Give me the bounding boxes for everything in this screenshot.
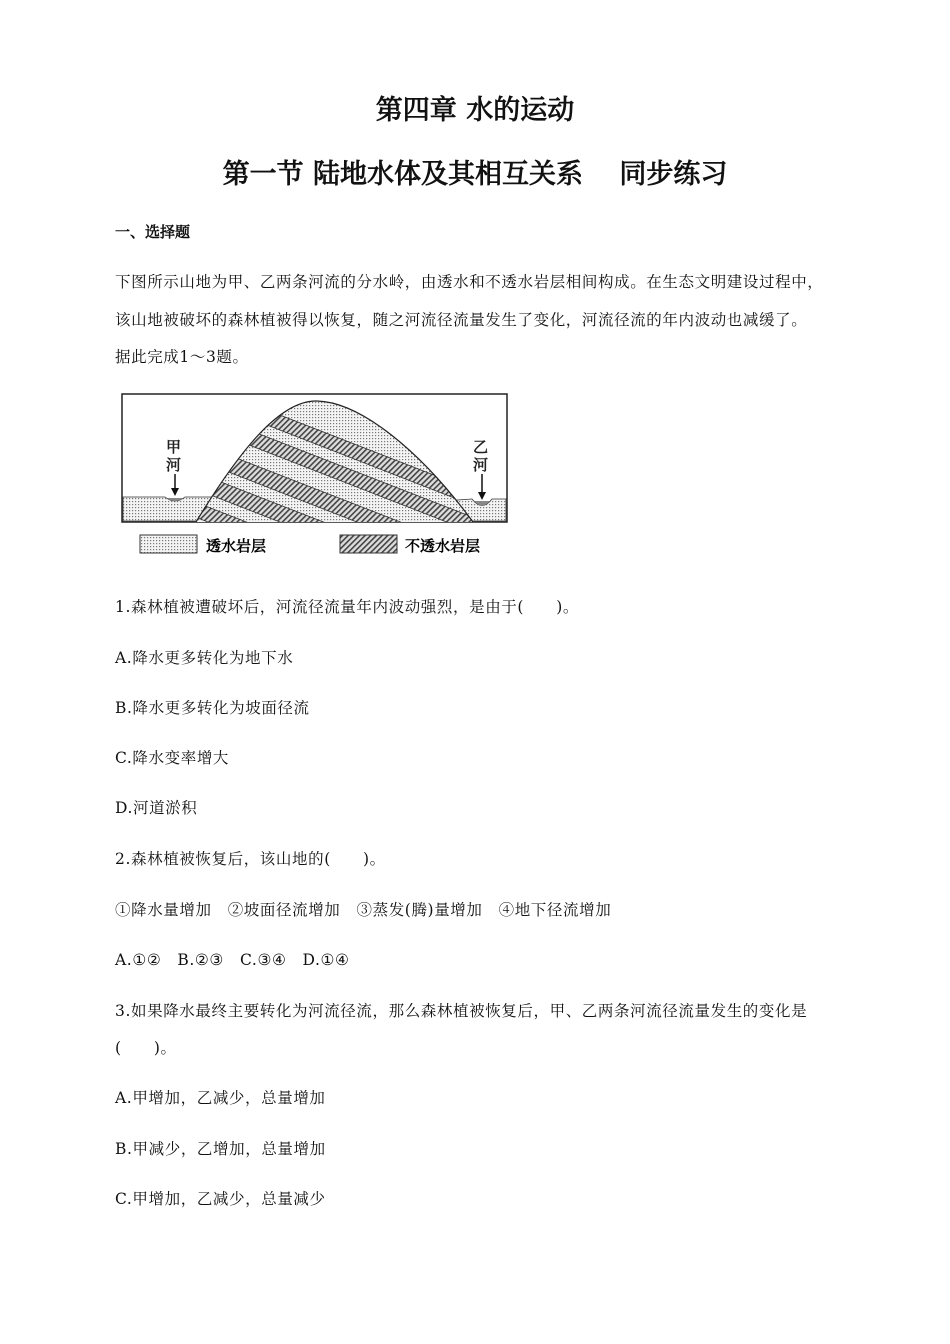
- river-yi-label: 河: [473, 456, 489, 474]
- intro-line: 下图所示山地为甲、乙两条河流的分水岭，由透水和不透水岩层相间构成。在生态文明建设过程中，: [115, 273, 824, 291]
- q2-items: ①降水量增加 ②坡面径流增加 ③蒸发(腾)量增加 ④地下径流增加: [115, 901, 612, 919]
- river-jia-label: 甲: [166, 438, 182, 456]
- q3-option-c: C.甲增加，乙减少，总量减少: [115, 1190, 326, 1208]
- q1-option-d: D.河道淤积: [115, 799, 198, 817]
- legend-impermeable-label: 不透水岩层: [405, 537, 481, 555]
- legend-permeable-label: 透水岩层: [206, 537, 267, 555]
- legend-permeable-swatch: [140, 535, 197, 553]
- q1-option-a: A.降水更多转化为地下水: [115, 649, 294, 667]
- q1-option-b: B.降水更多转化为坡面径流: [115, 699, 310, 717]
- river-jia-label: 河: [166, 456, 182, 474]
- question-3: 3.如果降水最终主要转化为河流径流，那么森林植被恢复后，甲、乙两条河流径流量发生的变化是: [115, 1002, 808, 1020]
- question-2: 2.森林植被恢复后，该山地的( )。: [115, 850, 386, 868]
- legend-impermeable-swatch: [340, 535, 397, 553]
- chapter-title: 第四章 水的运动: [375, 95, 575, 126]
- intro-line: 该山地被破坏的森林植被得以恢复，随之河流径流量发生了变化，河流径流的年内波动也减缓了。: [115, 311, 808, 329]
- q1-option-c: C.降水变率增大: [115, 749, 230, 767]
- geology-diagram: [0, 0, 950, 600]
- river-yi-label: 乙: [473, 438, 489, 456]
- intro-line: 据此完成1～3题。: [115, 348, 249, 366]
- question-1: 1.森林植被遭破坏后，河流径流量年内波动强烈，是由于( )。: [115, 598, 579, 616]
- question-3-cont: ( )。: [115, 1039, 177, 1057]
- q3-option-a: A.甲增加，乙减少，总量增加: [115, 1089, 326, 1107]
- section-heading: 一、选择题: [115, 223, 191, 241]
- q3-option-b: B.甲减少，乙增加，总量增加: [115, 1140, 326, 1158]
- q2-options: A.①② B.②③ C.③④ D.①④: [115, 951, 350, 969]
- section-title: 第一节 陆地水体及其相互关系 同步练习: [222, 159, 728, 190]
